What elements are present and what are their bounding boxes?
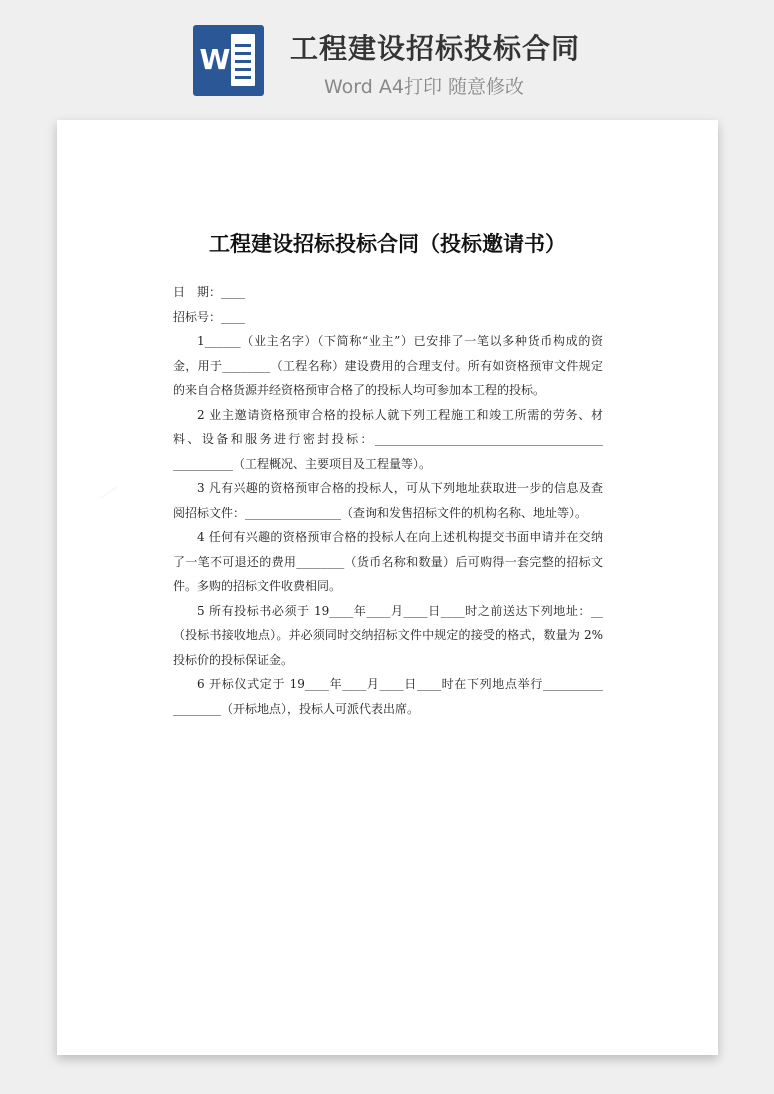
paragraph-2: 2 业主邀请资格预审合格的投标人就下列工程施工和竣工所需的劳务、材料、设备和服务进行密封投标：______________________________________ __________（工程概况、主要项目及工程量等）。 — [173, 407, 603, 471]
paragraph-4: 4 任何有兴趣的资格预审合格的投标人在向上述机构提交书面申请并在交纳了一笔不可退还的费用________（货币名称和数量）后可购得一套完整的招标文件。多购的招标文件收费相同。 — [173, 530, 603, 593]
banner-title: 工程建设招标投标合同 — [290, 32, 581, 65]
word-document-icon — [193, 25, 264, 96]
bid-number-line: 招标号：____ — [173, 309, 246, 324]
paragraph-1: 1______（业主名字）（下简称“业主”）已安排了一笔以多种货币构成的资金，用于________（工程名称）建设费用的合理支付。所有如资格预审文件规定的来自合格货源并经资格预审合格了的投标人均可参加本工程的投标。 — [173, 334, 603, 397]
document-title: 工程建设招标投标合同（投标邀请书） — [209, 231, 566, 256]
document-body — [173, 280, 603, 721]
watermark — [92, 476, 124, 509]
banner-subtitle: Word A4打印 随意修改 — [324, 76, 525, 98]
paragraph-6: 6 开标仪式定于 19____年____月____日____时在下列地点举行__________ ________（开标地点），投标人可派代表出席。 — [173, 677, 603, 716]
document-page — [57, 120, 718, 1055]
header-banner — [0, 0, 774, 112]
paragraph-3: 3 凡有兴趣的资格预审合格的投标人，可从下列地址获取进一步的信息及查阅招标文件：________________（查询和发售招标文件的机构名称、地址等）。 — [173, 481, 603, 520]
date-line: 日 期：____ — [173, 285, 246, 299]
word-icon-letter: W — [199, 43, 231, 76]
paragraph-5: 5 所有投标书必须于 19____年____月____日____时之前送达下列地址：__（投标书接收地点）。并必须同时交纳招标文件中规定的接受的格式，数量为 2%投标价的投标保证金。 — [173, 603, 603, 667]
